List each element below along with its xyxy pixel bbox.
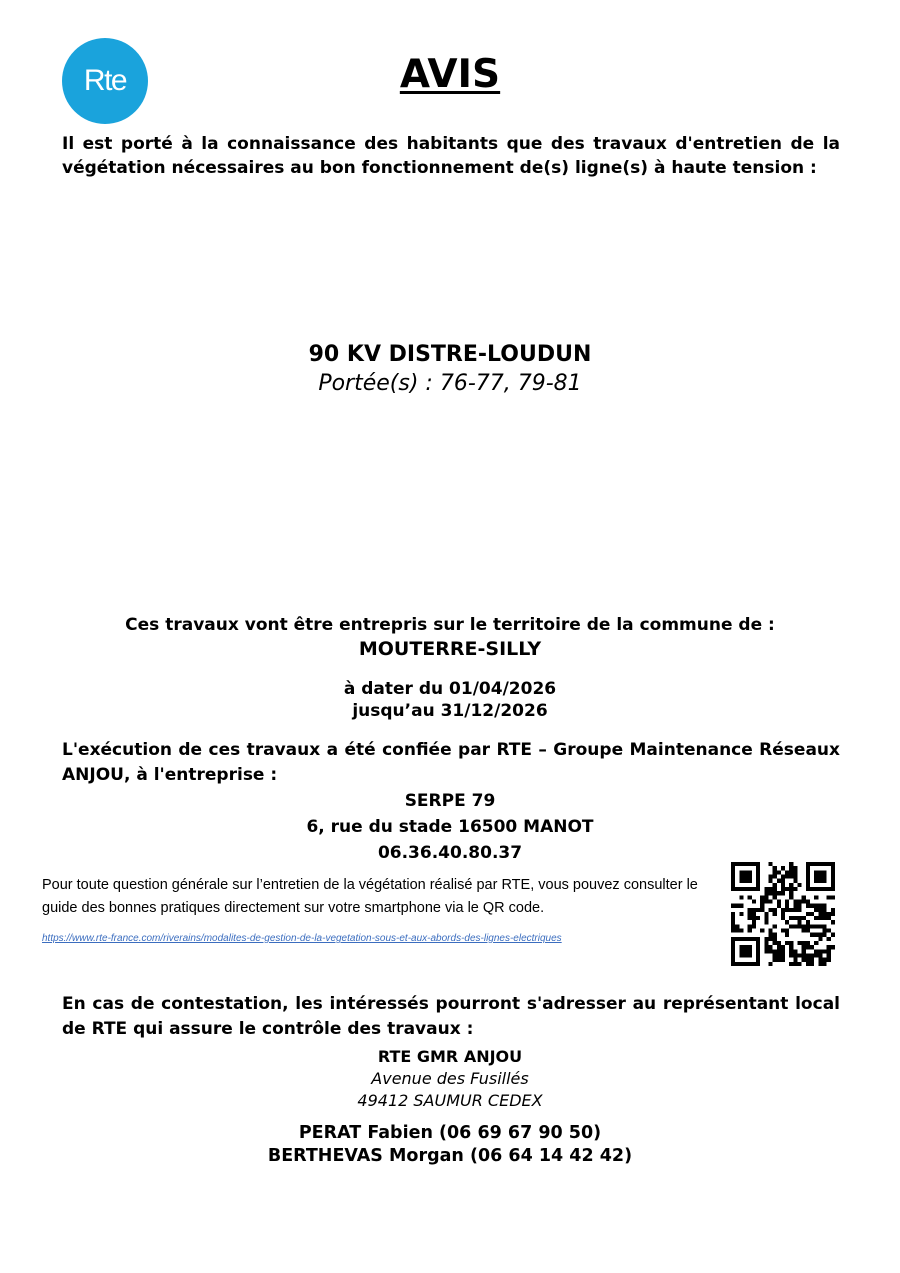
- company-block: [0, 788, 900, 866]
- company-address: 6, rue du stade 16500 MANOT: [306, 817, 594, 837]
- contact-1: PERAT Fabien (06 69 67 90 50): [298, 1123, 602, 1143]
- representative-street: Avenue des Fusillés: [371, 1069, 529, 1088]
- contestation-paragraph: En cas de contestation, les intéressés pourront s'adresser au représentant local de RTE qui assure le contrôle des travaux :: [62, 994, 840, 1039]
- qr-code[interactable]: [731, 862, 835, 966]
- company-phone: 06.36.40.80.37: [377, 843, 523, 863]
- end-date: jusqu’au 31/12/2026: [352, 701, 548, 721]
- commune-name: MOUTERRE-SILLY: [358, 638, 542, 660]
- representative-block: [0, 1046, 900, 1112]
- contact-2: BERTHEVAS Morgan (06 64 14 42 42): [267, 1146, 633, 1166]
- start-date: à dater du 01/04/2026: [343, 679, 557, 699]
- contacts-block: [0, 1122, 900, 1168]
- qr-info-text: Pour toute question générale sur l’entretien de la végétation réalisé par RTE, vous pouvez consulter le guide des bonnes pratiques directement sur votre smartphone via le QR code.: [42, 877, 698, 916]
- guide-link[interactable]: https://www.rte-france.com/riverains/modalites-de-gestion-de-la-vegetation-sous-et-aux-abords-des-lignes-electriques: [42, 933, 562, 944]
- company-name: SERPE 79: [404, 791, 496, 811]
- commune-intro: Ces travaux vont être entrepris sur le territoire de la commune de :: [125, 615, 775, 635]
- power-line-name: 90 KV DISTRE-LOUDUN: [308, 342, 592, 367]
- logo-text: Rte: [83, 64, 127, 97]
- power-line-spans: Portée(s) : 76-77, 79-81: [318, 371, 582, 396]
- execution-paragraph: L'exécution de ces travaux a été confiée par RTE – Groupe Maintenance Réseaux ANJOU, à l'entreprise :: [62, 740, 840, 785]
- representative-city: 49412 SAUMUR CEDEX: [357, 1091, 543, 1110]
- work-dates: [0, 678, 900, 722]
- representative-name: RTE GMR ANJOU: [377, 1047, 523, 1066]
- notice-title: AVIS: [399, 52, 501, 97]
- intro-paragraph: Il est porté à la connaissance des habitants que des travaux d'entretien de la végétation nécessaires au bon fonctionnement de(s) ligne(s) à haute tension :: [62, 134, 840, 178]
